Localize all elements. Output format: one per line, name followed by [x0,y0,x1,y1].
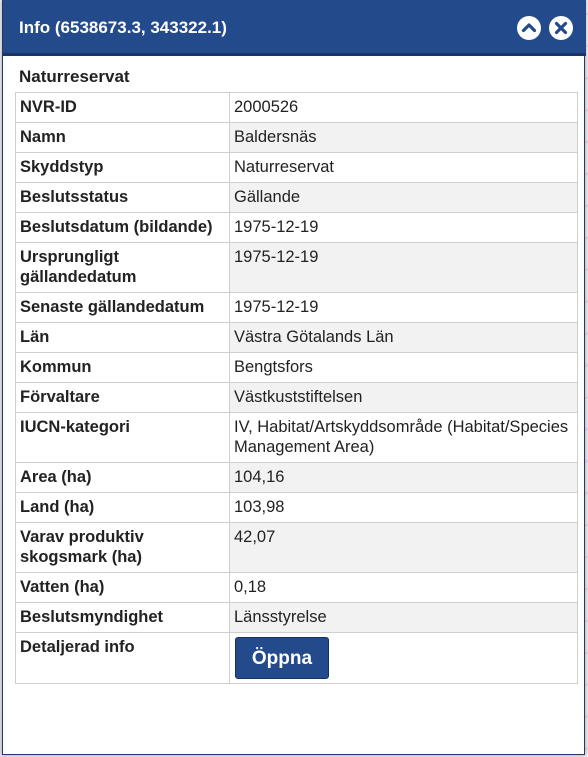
row-label: IUCN-kategori [16,413,230,463]
row-value: 42,07 [230,523,578,573]
row-value: Länsstyrelse [230,603,578,633]
row-label: Förvaltare [16,383,230,413]
row-label: Detaljerad info [16,633,230,684]
section-heading: Naturreservat [19,67,130,86]
table-row [16,573,578,603]
table-row [16,123,578,153]
row-label: Land (ha) [16,493,230,523]
collapse-button[interactable] [517,16,541,40]
row-label: Kommun [16,353,230,383]
row-label: Beslutsstatus [16,183,230,213]
row-label: Beslutsdatum (bildande) [16,213,230,243]
row-value: 104,16 [230,463,578,493]
row-value: Baldersnäs [230,123,578,153]
table-row [16,353,578,383]
row-value: 2000526 [230,93,578,123]
row-label: Senaste gällandedatum [16,293,230,323]
row-label: Län [16,323,230,353]
popup-title: Info (6538673.3, 343322.1) [19,18,227,37]
row-value [230,633,578,684]
row-value: 1975-12-19 [230,213,578,243]
row-value: Västkuststiftelsen [230,383,578,413]
row-value: 0,18 [230,573,578,603]
row-value: Naturreservat [230,153,578,183]
row-value: Gällande [230,183,578,213]
table-row [16,293,578,323]
chevron-up-icon [517,16,541,40]
table-row [16,243,578,293]
table-row [16,213,578,243]
table-row [16,383,578,413]
info-popup [2,0,585,755]
row-value: 103,98 [230,493,578,523]
table-row [16,183,578,213]
row-value: Västra Götalands Län [230,323,578,353]
row-label: Vatten (ha) [16,573,230,603]
attribute-table [15,92,578,684]
row-label: Skyddstyp [16,153,230,183]
open-detailed-info-button[interactable]: Öppna [235,637,329,679]
row-label: Varav produktiv skogsmark (ha) [16,523,230,573]
table-row [16,93,578,123]
row-label: Area (ha) [16,463,230,493]
table-row [16,603,578,633]
close-button[interactable] [549,16,573,40]
table-row [16,153,578,183]
row-label: Beslutsmyndighet [16,603,230,633]
popup-titlebar[interactable] [3,0,586,56]
table-row [16,633,578,684]
close-icon [549,16,573,40]
table-row [16,413,578,463]
table-row [16,493,578,523]
table-row [16,463,578,493]
table-row [16,523,578,573]
row-label: Namn [16,123,230,153]
row-label: Ursprungligt gällandedatum [16,243,230,293]
row-value: 1975-12-19 [230,243,578,293]
row-value: Bengtsfors [230,353,578,383]
table-row [16,323,578,353]
row-label: NVR-ID [16,93,230,123]
row-value: IV, Habitat/Artskyddsområde (Habitat/Species Management Area) [230,413,578,463]
row-value: 1975-12-19 [230,293,578,323]
